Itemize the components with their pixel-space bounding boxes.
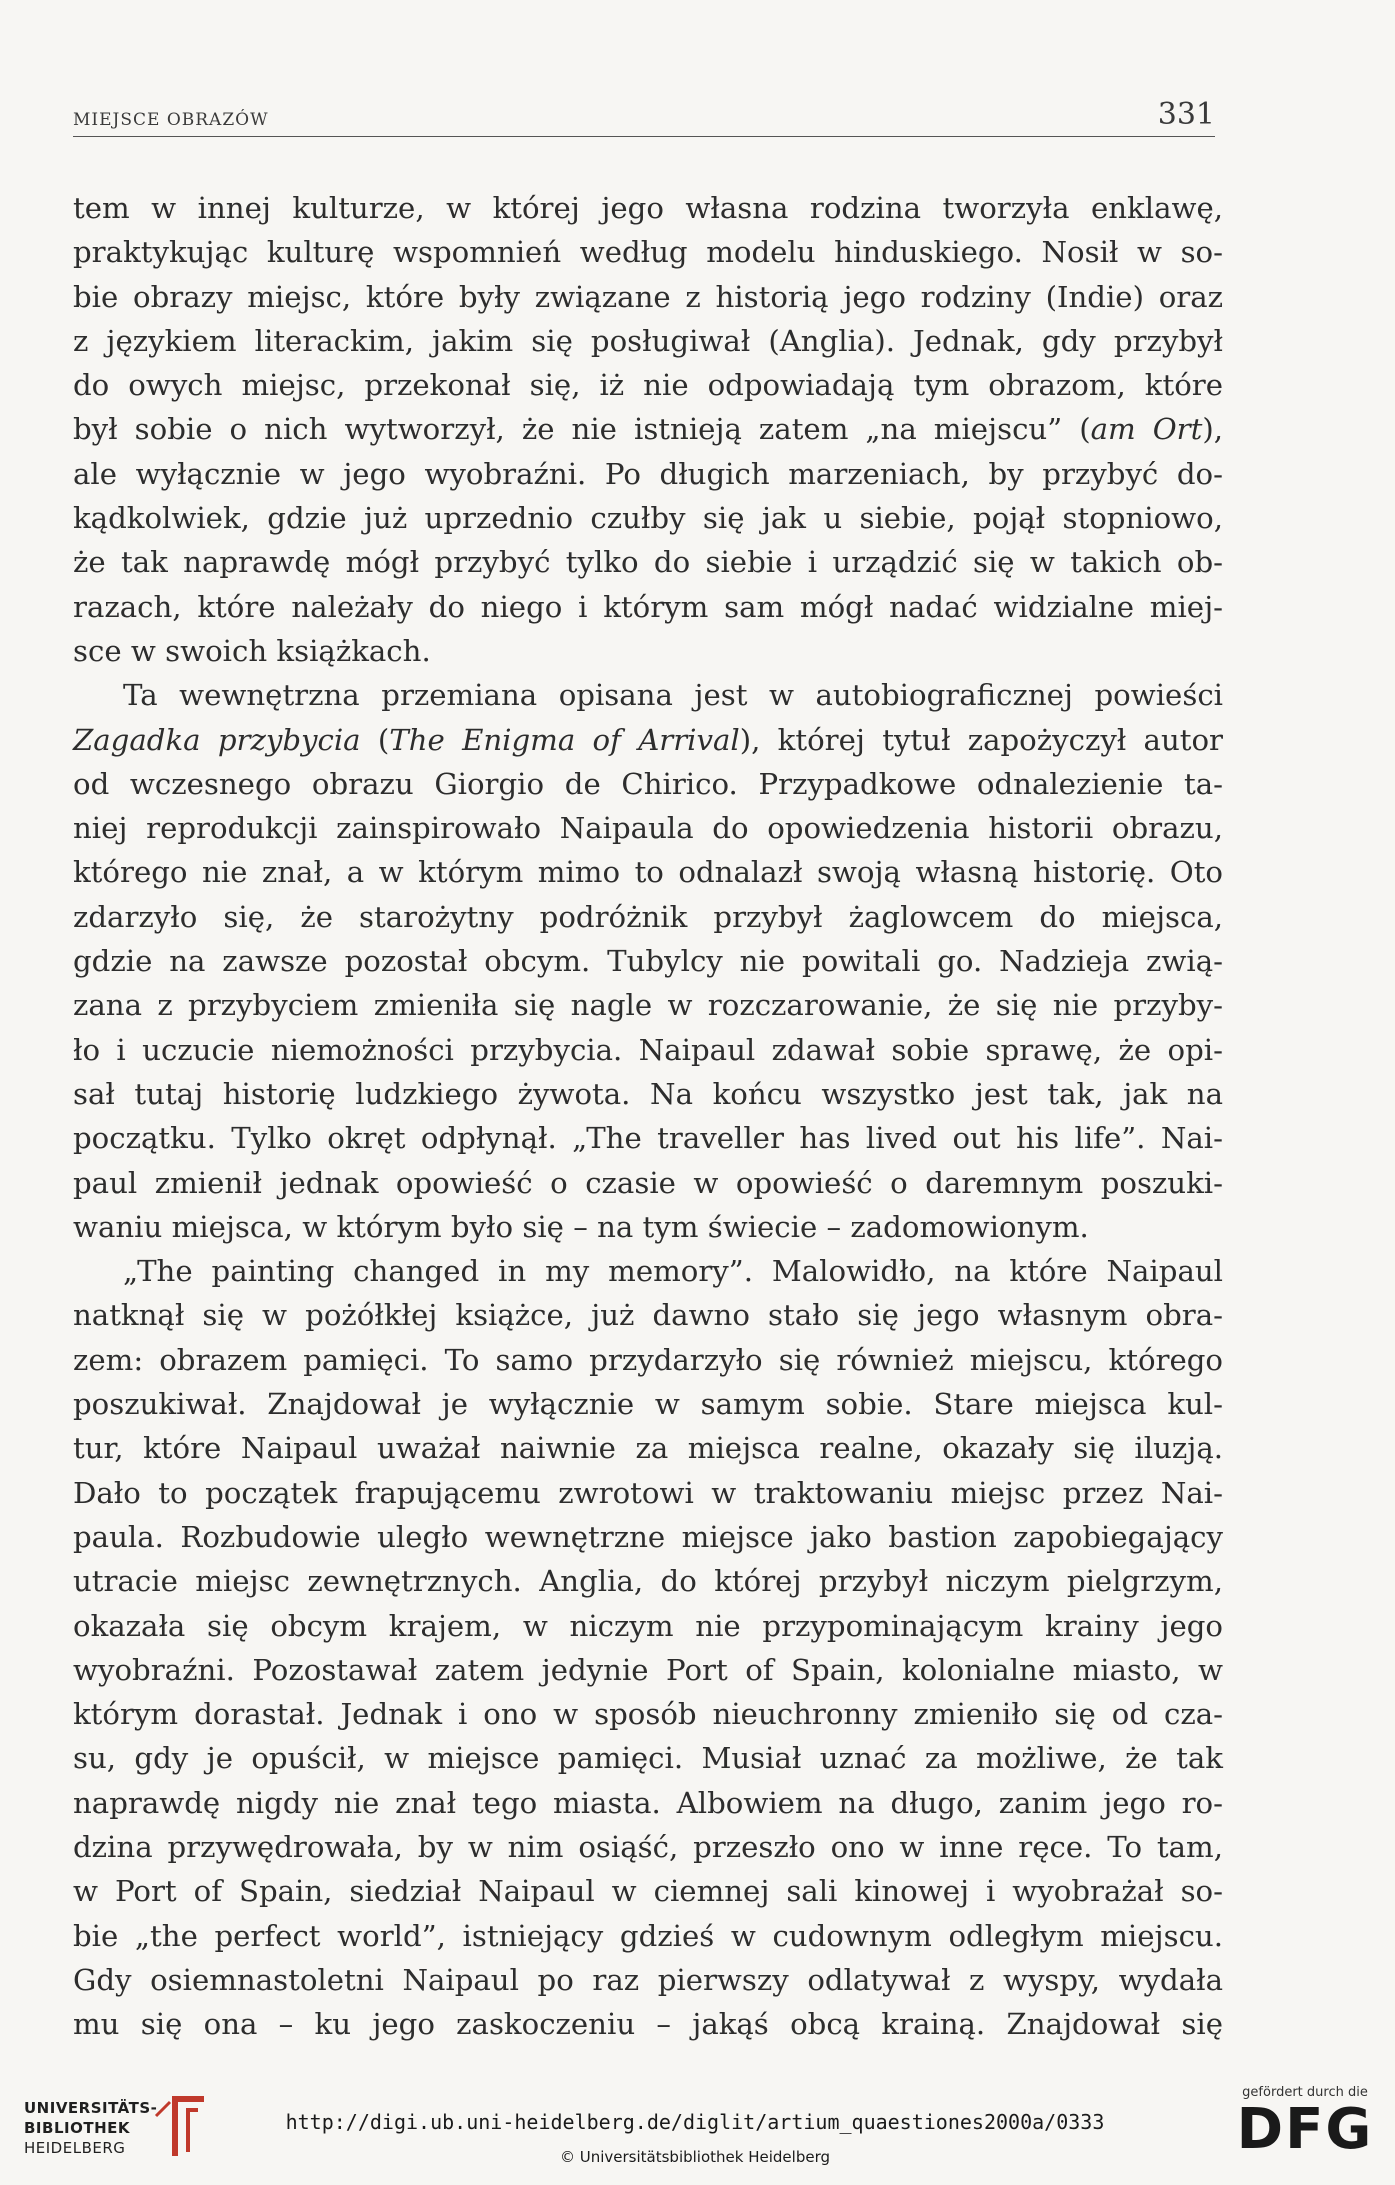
- text-line: że tak naprawdę mógł przybyć tylko do siebie i urządzić się w takich ob-: [73, 545, 1223, 580]
- text-line: Ta wewnętrzna przemiana opisana jest w autobiograficznej powieści: [123, 678, 1223, 713]
- book-title-pl: Zagadka przybycia: [73, 722, 361, 757]
- text-line: tur, które Naipaul uważał naiwnie za miejsca realne, okazały się iluzją.: [73, 1431, 1223, 1466]
- source-url[interactable]: http://digi.ub.uni-heidelberg.de/diglit/artium_quaestiones2000a/0333: [285, 2110, 1105, 2134]
- text-line: waniu miejsca, w którym było się – na tym świecie – zadomowionym.: [73, 1209, 1089, 1244]
- text-line: dzina przywędrowała, by w nim osiąść, przeszło ono w inne ręce. To tam,: [73, 1829, 1223, 1864]
- text-line: su, gdy je opuścił, w miejsce pamięci. Musiał uznać za możliwe, że tak: [73, 1741, 1223, 1776]
- text-fragment: ),: [1202, 412, 1223, 447]
- library-name-line: UNIVERSITÄTS-: [24, 2099, 158, 2117]
- text-line: zana z przybyciem zmieniła się nagle w rozczarowanie, że się nie przyby-: [73, 988, 1223, 1023]
- text-line: Gdy osiemnastoletni Naipaul po raz pierwszy odlatywał z wyspy, wydała: [73, 1962, 1223, 1997]
- text-line: początku. Tylko okręt odpłynął. „The traveller has lived out his life”. Nai-: [73, 1121, 1223, 1156]
- text-line: w Port of Spain, siedział Naipaul w ciemnej sali kinowej i wyobrażał so-: [73, 1874, 1223, 1909]
- text-fragment: ), której tytuł zapożyczył autor: [739, 722, 1224, 757]
- text-line: z językiem literackim, jakim się posługiwał (Anglia). Jednak, gdy przybył: [73, 323, 1223, 358]
- text-line: od wczesnego obrazu Giorgio de Chirico. Przypadkowe odnalezienie ta-: [73, 766, 1223, 801]
- body-text: [73, 186, 1223, 2046]
- text-line: zem: obrazem pamięci. To samo przydarzyło się również miejscu, którego: [73, 1342, 1223, 1377]
- funding-caption: gefördert durch die: [1242, 2085, 1368, 2100]
- university-library-logo: [24, 2092, 224, 2162]
- book-title-en: The Enigma of Arrival: [389, 722, 740, 757]
- copyright-notice: © Universitätsbibliothek Heidelberg: [559, 2148, 830, 2166]
- text-line: niej reprodukcji zainspirowało Naipaula do opowiedzenia historii obrazu,: [73, 811, 1223, 846]
- dfg-logo-text: DFG: [1236, 2097, 1374, 2162]
- dfg-funding-logo: [1235, 2085, 1375, 2160]
- foreign-term: am Ort: [1090, 412, 1203, 447]
- text-line: ło i uczucie niemożności przybycia. Naipaul zdawał sobie sprawę, że opi-: [73, 1032, 1223, 1067]
- text-line: praktykując kulturę wspomnień według modelu hinduskiego. Nosił w so-: [73, 235, 1223, 270]
- text-line: bie obrazy miejsc, które były związane z historią jego rodziny (Indie) oraz: [73, 279, 1223, 314]
- text-line: kądkolwiek, gdzie już uprzednio czułby się jak u siebie, pojął stopniowo,: [73, 501, 1223, 536]
- text-line: Dało to początek frapującemu zwrotowi w traktowaniu miejsc przez Nai-: [73, 1475, 1223, 1510]
- page-number: 331: [1157, 97, 1215, 132]
- text-line: Zagadka przybycia (The Enigma of Arrival), której tytuł zapożyczył autor: [73, 722, 1224, 757]
- text-line: utracie miejsc zewnętrznych. Anglia, do której przybył niczym pielgrzym,: [73, 1564, 1223, 1599]
- text-line: ale wyłącznie w jego wyobraźni. Po długich marzeniach, by przybyć do-: [73, 456, 1223, 491]
- text-line: razach, które należały do niego i którym sam mógł nadać widzialne miej-: [73, 589, 1223, 624]
- library-name-line: BIBLIOTHEK: [24, 2119, 130, 2137]
- text-line: sał tutaj historię ludzkiego żywota. Na końcu wszystko jest tak, jak na: [73, 1076, 1223, 1111]
- text-line: wyobraźni. Pozostawał zatem jedynie Port of Spain, kolonialne miasto, w: [73, 1652, 1223, 1687]
- text-line: paul zmienił jednak opowieść o czasie w opowieść o daremnym poszuki-: [73, 1165, 1223, 1200]
- text-line: gdzie na zawsze pozostał obcym. Tubylcy nie powitali go. Nadzieja zwią-: [73, 944, 1223, 979]
- text-fragment: był sobie o nich wytworzył, że nie istnieją zatem „na miejscu” (: [73, 412, 1091, 447]
- running-title: MIEJSCE OBRAZÓW: [73, 110, 269, 130]
- text-line: mu się ona – ku jego zaskoczeniu – jakąś obcą krainą. Znajdował się: [73, 2007, 1223, 2042]
- text-line: „The painting changed in my memory”. Malowidło, na które Naipaul: [123, 1254, 1223, 1289]
- text-line: [73, 407, 1223, 451]
- text-line: którego nie znał, a w którym mimo to odnalazł swoją własną historię. Oto: [73, 855, 1223, 890]
- text-line: bie „the perfect world”, istniejący gdzieś w cudownym odległym miejscu.: [73, 1918, 1223, 1953]
- text-line: natknął się w pożółkłej książce, już dawno stało się jego własnym obra-: [73, 1298, 1223, 1333]
- library-emblem-icon: [142, 2092, 212, 2162]
- text-line: okazała się obcym krajem, w niczym nie przypominającym krainy jego: [73, 1608, 1223, 1643]
- library-name: [24, 2098, 157, 2158]
- page-header: [73, 96, 1215, 137]
- text-line: naprawdę nigdy nie znał tego miasta. Albowiem na długo, zanim jego ro-: [73, 1785, 1223, 1820]
- library-name-line: HEIDELBERG: [24, 2139, 126, 2157]
- page-footer: [0, 2060, 1395, 2185]
- text-line: tem w innej kulturze, w której jego własna rodzina tworzyła enklawę,: [73, 191, 1223, 225]
- text-line: poszukiwał. Znajdował je wyłącznie w samym sobie. Stare miejsca kul-: [73, 1387, 1223, 1422]
- text-line: zdarzyło się, że starożytny podróżnik przybył żaglowcem do miejsca,: [73, 899, 1223, 934]
- text-line: którym dorastał. Jednak i ono w sposób nieuchronny zmieniło się od cza-: [73, 1697, 1223, 1732]
- text-line: sce w swoich książkach.: [73, 633, 431, 668]
- text-line: paula. Rozbudowie uległo wewnętrzne miejsce jako bastion zapobiegający: [73, 1519, 1223, 1554]
- text-line: do owych miejsc, przekonał się, iż nie odpowiadają tym obrazom, które: [73, 368, 1223, 403]
